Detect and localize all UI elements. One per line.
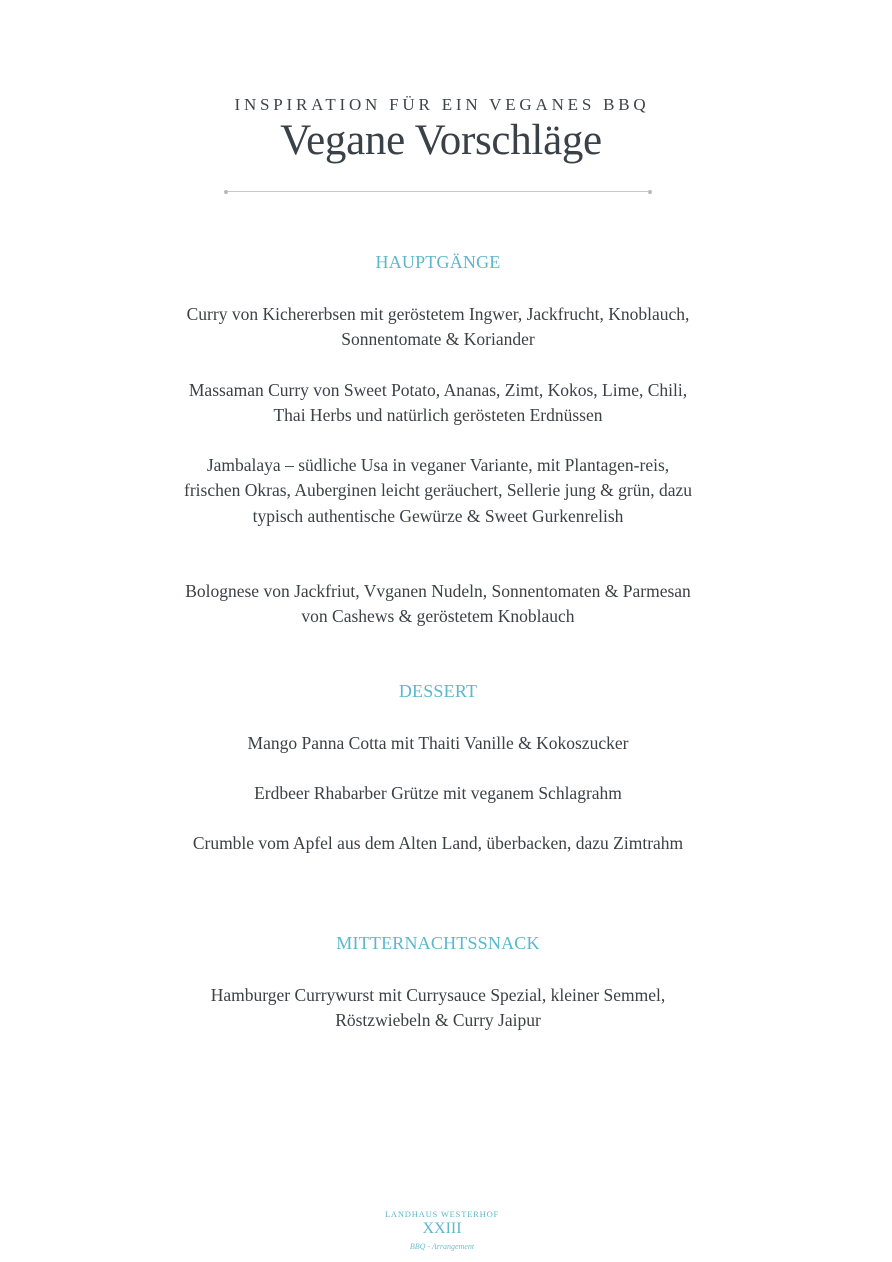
divider-dot-right <box>648 190 652 194</box>
menu-item: Crumble vom Apfel aus dem Alten Land, überbacken, dazu Zimtrahm <box>192 833 684 853</box>
menu-item: Hamburger Currywurst mit Currysauce Spezial, kleiner Semmel, Röstzwiebeln & Curry Jaipur <box>210 985 666 1031</box>
title-divider <box>226 191 650 192</box>
footer-brand: LANDHAUS WESTERHOF <box>384 1209 500 1219</box>
divider-dot-left <box>224 190 228 194</box>
menu-item: Jambalaya – südliche Usa in veganer Variante, mit Plantagen-reis, frischen Okras, Auberginen leicht geräuchert, Sellerie jung & grün, dazu typisch authentische Gewürze & Sweet Gurkenrelish <box>184 455 692 526</box>
menu-item: Massaman Curry von Sweet Potato, Ananas, Zimt, Kokos, Lime, Chili, Thai Herbs und natürlich gerösteten Erdnüssen <box>188 380 688 426</box>
section-title-dessert: DESSERT <box>398 681 478 701</box>
footer-page-number: XXIII <box>422 1220 462 1237</box>
footer-subtitle: BBQ - Arrangement <box>409 1242 475 1251</box>
section-title-snack: MITTERNACHTSSNACK <box>336 933 540 953</box>
page-title: Vegane Vorschläge <box>280 117 602 164</box>
menu-item: Mango Panna Cotta mit Thaiti Vanille & Kokoszucker <box>247 733 629 753</box>
section-title-main: HAUPTGÄNGE <box>375 252 501 272</box>
menu-item: Erdbeer Rhabarber Grütze mit veganem Schlagrahm <box>254 783 622 803</box>
menu-item: Curry von Kichererbsen mit geröstetem Ingwer, Jackfrucht, Knoblauch, Sonnentomate & Koriander <box>186 304 690 350</box>
page-kicker: INSPIRATION FÜR EIN VEGANES BBQ <box>234 95 650 114</box>
menu-item: Bolognese von Jackfriut, Vvganen Nudeln, Sonnentomaten & Parmesan von Cashews & geröstetem Knoblauch <box>185 581 691 627</box>
